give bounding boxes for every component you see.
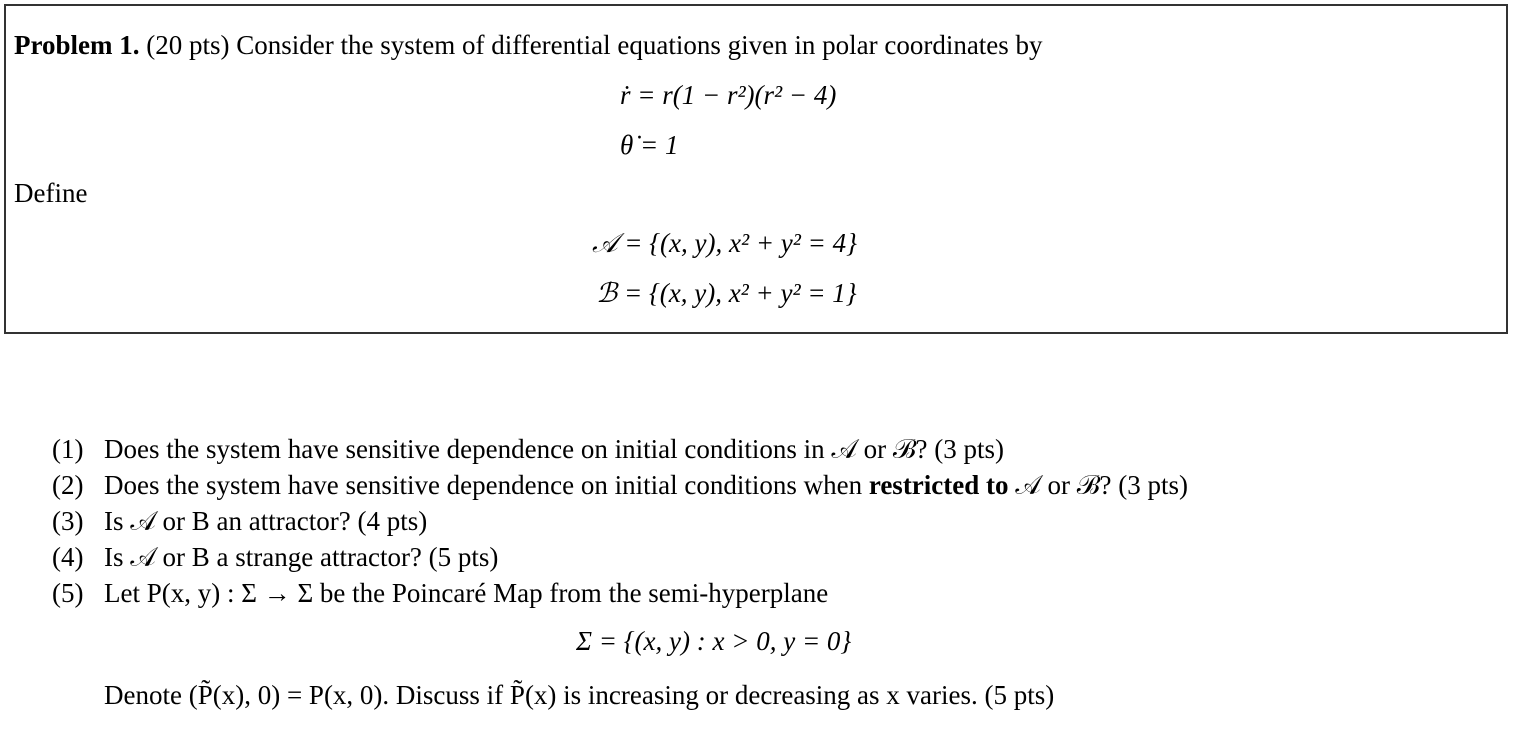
question-number: (2) (52, 470, 84, 500)
question-text-end: 𝒜 or ℬ? (3 pts) (1008, 470, 1188, 500)
denote-statement: Denote (P̃(x), 0) = P(x, 0). Discuss if P̃(x) is increasing or decreasing as x varies. (5 pts) (104, 680, 1055, 710)
question-number: (3) (52, 506, 84, 536)
question-text-emphasis: restricted to (868, 470, 1009, 500)
question-text: Does the system have sensitive dependence on initial conditions when (104, 470, 869, 500)
equation-r-dot: ṙ = r(1 − r²)(r² − 4) (620, 80, 837, 110)
problem-intro: Consider the system of differential equations given in polar coordinates by (236, 30, 1043, 60)
set-a-definition: 𝒜 = {(x, y), x² + y² = 4} (592, 228, 857, 258)
problem-heading: Problem 1. (14, 30, 140, 60)
question-3 (52, 504, 427, 538)
problem-points: (20 pts) (146, 30, 230, 60)
sigma-definition: Σ = {(x, y) : x > 0, y = 0} (576, 626, 852, 656)
question-number: (4) (52, 542, 84, 572)
question-1 (52, 432, 1004, 466)
problem-intro-line (14, 28, 1043, 62)
question-text: Does the system have sensitive dependence on initial conditions in 𝒜 or ℬ? (3 pts) (104, 434, 1005, 464)
question-text: Is 𝒜 or B an attractor? (4 pts) (104, 506, 428, 536)
question-2 (52, 468, 1188, 502)
set-b-definition: ℬ = {(x, y), x² + y² = 1} (596, 278, 857, 308)
question-5 (52, 576, 828, 610)
question-text: Let P(x, y) : Σ → Σ be the Poincaré Map from the semi-hyperplane (104, 578, 829, 608)
question-text: Is 𝒜 or B a strange attractor? (5 pts) (104, 542, 499, 572)
equation-theta-dot: θ̇ = 1 (620, 130, 679, 160)
define-label: Define (14, 178, 88, 208)
question-4 (52, 540, 498, 574)
question-number: (1) (52, 434, 84, 464)
question-number: (5) (52, 578, 84, 608)
